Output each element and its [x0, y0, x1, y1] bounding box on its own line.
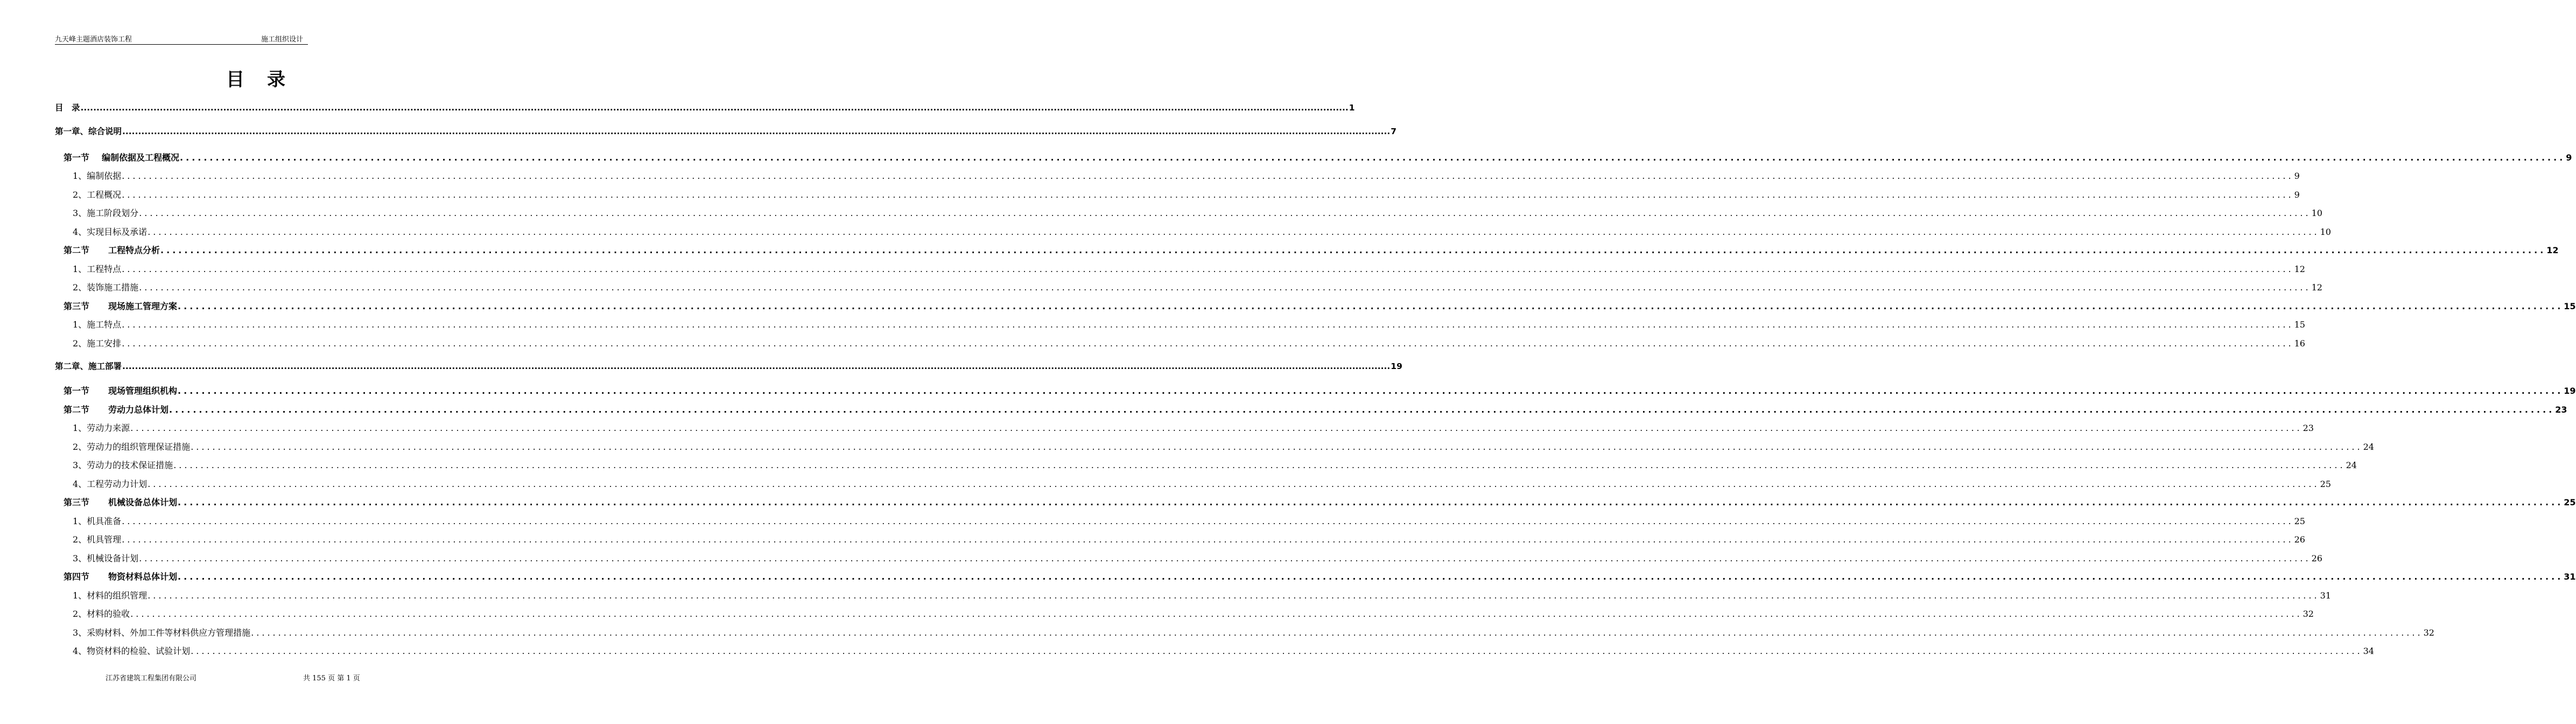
toc-page-number: 9 [2294, 190, 2300, 200]
toc-entry-title: 目 录 [55, 103, 80, 113]
toc-entry[interactable] [73, 318, 2305, 330]
toc-entry[interactable] [73, 626, 2434, 638]
dot-leader: ................................................................................................................................................................................................................................................................................................................................................................................................................ [191, 442, 2363, 452]
toc-entry-title: 3、施工阶段划分 [73, 208, 139, 218]
toc-entry[interactable] [64, 570, 2576, 582]
toc-page-number: 19 [2564, 386, 2576, 396]
toc-entry[interactable] [73, 337, 2305, 349]
toc-page-number: 31 [2564, 572, 2576, 582]
toc-entry[interactable] [64, 243, 2559, 256]
toc-entry[interactable] [64, 403, 2567, 415]
toc-entry[interactable] [73, 281, 2322, 293]
dot-leader: ................................................................................................................................................................................................................................................................................................................................................................................................................ [251, 628, 2423, 638]
toc-entry[interactable] [73, 533, 2305, 545]
toc-entry-title: 3、采购材料、外加工件等材料供应方管理措施 [73, 628, 251, 638]
toc-page-number: 9 [2294, 171, 2300, 181]
toc-page-number: 9 [2566, 152, 2572, 163]
toc-entry-title: 1、机具准备 [73, 516, 122, 526]
toc-entry[interactable] [64, 151, 2572, 163]
toc-entry-title: 2、机具管理 [73, 534, 122, 545]
dot-leader: ................................................................................................................................................................................................................................................................................................................................................................................................................ [169, 405, 2555, 415]
toc-entry-title: 编制依据及工程概况 [102, 152, 180, 163]
toc-page-number: 12 [2546, 245, 2559, 255]
toc-section-number: 第三节 [64, 497, 90, 507]
toc-entry-title: 1、施工特点 [73, 319, 122, 330]
dot-leader: ................................................................................................................................................................................................................................................................................................................................................................................................................ [178, 301, 2564, 311]
toc-entry[interactable] [73, 188, 2300, 200]
footer-company: 江苏省建筑工程集团有限公司 [106, 674, 197, 683]
toc-page-number: 25 [2294, 516, 2305, 526]
dot-leader: ................................................................................................................................................................................................................................................................................................................................................................................................................ [122, 319, 2294, 330]
toc-page-number: 10 [2311, 208, 2322, 218]
toc-entry-title: 3、劳动力的技术保证措施 [73, 460, 173, 470]
toc-section-number: 第一节 [64, 386, 90, 396]
toc-section-number: 第四节 [64, 572, 90, 582]
toc-entry-title: 1、编制依据 [73, 171, 122, 181]
dot-leader: ................................................................................................................................................................................................................................................................................................................................................................................................................ [148, 479, 2320, 489]
dot-leader: ................................................................................................................................................................................................................................................................................................................................................................................................................ [122, 516, 2294, 526]
toc-section-number: 第二节 [64, 245, 90, 255]
toc-page-number: 25 [2564, 497, 2576, 507]
toc-entry-title: 1、劳动力来源 [73, 423, 130, 433]
toc-entry[interactable] [55, 125, 1397, 137]
toc-page-number: 23 [2303, 423, 2314, 433]
toc-page-number: 12 [2294, 264, 2305, 274]
toc-section-number: 第一节 [64, 152, 90, 163]
toc-entry[interactable] [73, 514, 2305, 527]
toc-entry[interactable] [73, 421, 2314, 434]
dot-leader: ................................................................................................................................................................................................................................................................................................................................................................................................................ [130, 423, 2303, 433]
dot-leader: ................................................................................................................................................................................................................................................................................................................................................................................................................ [122, 534, 2294, 545]
toc-page-number: 25 [2320, 479, 2331, 489]
dot-leader: ................................................................................................................................................................................................................................................................................................................................................................................................................ [178, 497, 2564, 507]
dot-leader: ................................................................................................................................................................................................................................................................................................................................................................................................................ [191, 646, 2363, 656]
toc-entry[interactable] [73, 607, 2314, 619]
toc-entry[interactable] [64, 384, 2576, 396]
toc-entry-title: 2、工程概况 [73, 190, 122, 200]
toc-entry[interactable] [64, 496, 2576, 508]
dot-leader: ................................................................................................................................................................................................................................................................................................................................................................................................................ [80, 103, 1349, 113]
toc-entry[interactable] [55, 360, 1402, 372]
toc-page-number: 24 [2363, 442, 2374, 452]
toc-page-number: 32 [2303, 609, 2314, 619]
toc-entry-title: 3、机械设备计划 [73, 553, 139, 563]
toc-entry-title: 第一章、综合说明 [55, 127, 122, 136]
toc-entry[interactable] [73, 262, 2305, 275]
toc-entry[interactable] [73, 644, 2374, 657]
toc-page-number: 24 [2346, 460, 2357, 470]
toc-entry[interactable] [55, 101, 1355, 113]
toc-page-number: 12 [2311, 282, 2322, 293]
toc-page-number: 34 [2363, 646, 2374, 656]
dot-leader: ................................................................................................................................................................................................................................................................................................................................................................................................................ [148, 590, 2320, 601]
dot-leader: ................................................................................................................................................................................................................................................................................................................................................................................................................ [130, 609, 2303, 619]
toc-entry-title: 4、工程劳动力计划 [73, 479, 148, 489]
toc-entry-title: 机械设备总体计划 [108, 497, 178, 507]
toc-entry[interactable] [73, 440, 2374, 452]
dot-leader: ................................................................................................................................................................................................................................................................................................................................................................................................................ [122, 361, 1391, 371]
toc-entry-title: 劳动力总体计划 [108, 405, 169, 415]
dot-leader: ................................................................................................................................................................................................................................................................................................................................................................................................................ [122, 264, 2294, 274]
toc-entry-title: 第二章、施工部署 [55, 361, 122, 371]
toc-page-number: 23 [2555, 405, 2567, 415]
dot-leader: ................................................................................................................................................................................................................................................................................................................................................................................................................ [180, 152, 2566, 163]
dot-leader: ................................................................................................................................................................................................................................................................................................................................................................................................................ [178, 572, 2564, 582]
toc-page-number: 1 [1349, 103, 1355, 113]
toc-entry-title: 4、物资材料的检验、试验计划 [73, 646, 191, 656]
dot-leader: ................................................................................................................................................................................................................................................................................................................................................................................................................ [122, 190, 2294, 200]
toc-entry-title: 2、施工安排 [73, 338, 122, 349]
dot-leader: ................................................................................................................................................................................................................................................................................................................................................................................................................ [139, 282, 2311, 293]
footer-page-number: 共 155 页 第 1 页 [303, 674, 360, 683]
toc-section-number: 第三节 [64, 301, 90, 311]
toc-page-number: 31 [2320, 590, 2331, 601]
toc-page-number: 16 [2294, 338, 2305, 349]
toc-page-number: 26 [2311, 553, 2322, 563]
header-document-type: 施工组织设计 [261, 36, 304, 44]
toc-entry[interactable] [64, 300, 2576, 312]
dot-leader: ................................................................................................................................................................................................................................................................................................................................................................................................................ [139, 208, 2311, 218]
toc-entry[interactable] [73, 206, 2322, 219]
page-title: 目录 [226, 69, 308, 90]
dot-leader: ................................................................................................................................................................................................................................................................................................................................................................................................................ [160, 245, 2546, 255]
dot-leader: ................................................................................................................................................................................................................................................................................................................................................................................................................ [173, 460, 2346, 470]
toc-entry-title: 现场管理组织机构 [108, 386, 178, 396]
toc-entry-title: 工程特点分析 [108, 245, 160, 255]
toc-entry[interactable] [73, 458, 2357, 471]
toc-entry-title: 物资材料总体计划 [108, 572, 178, 582]
dot-leader: ................................................................................................................................................................................................................................................................................................................................................................................................................ [178, 386, 2564, 396]
page-header [55, 36, 308, 45]
dot-leader: ................................................................................................................................................................................................................................................................................................................................................................................................................ [122, 127, 1391, 136]
toc-entry-title: 1、工程特点 [73, 264, 122, 274]
toc-page-number: 32 [2423, 628, 2434, 638]
toc-page-number: 10 [2320, 227, 2331, 237]
toc-page-number: 19 [1391, 361, 1402, 371]
header-project-name: 九天峰主题酒店装饰工程 [55, 36, 132, 44]
dot-leader: ................................................................................................................................................................................................................................................................................................................................................................................................................ [122, 171, 2294, 181]
dot-leader: ................................................................................................................................................................................................................................................................................................................................................................................................................ [139, 553, 2311, 563]
toc-entry-title: 4、实现目标及承诺 [73, 227, 148, 237]
toc-entry[interactable] [73, 552, 2322, 564]
toc-page-number: 15 [2294, 319, 2305, 330]
toc-entry[interactable] [73, 589, 2331, 601]
toc-entry-title: 2、材料的验收 [73, 609, 130, 619]
toc-page-number: 26 [2294, 534, 2305, 545]
toc-page-number: 7 [1391, 127, 1397, 136]
toc-entry[interactable] [73, 477, 2331, 490]
toc-entry[interactable] [73, 169, 2300, 182]
toc-page-number: 15 [2564, 301, 2576, 311]
toc-entry-title: 2、装饰施工措施 [73, 282, 139, 293]
toc-entry-title: 1、材料的组织管理 [73, 590, 148, 601]
dot-leader: ................................................................................................................................................................................................................................................................................................................................................................................................................ [148, 227, 2320, 237]
toc-entry-title: 现场施工管理方案 [108, 301, 178, 311]
toc-entry[interactable] [73, 225, 2331, 238]
toc-entry-title: 2、劳动力的组织管理保证措施 [73, 442, 191, 452]
dot-leader: ................................................................................................................................................................................................................................................................................................................................................................................................................ [122, 338, 2294, 349]
toc-section-number: 第二节 [64, 405, 90, 415]
